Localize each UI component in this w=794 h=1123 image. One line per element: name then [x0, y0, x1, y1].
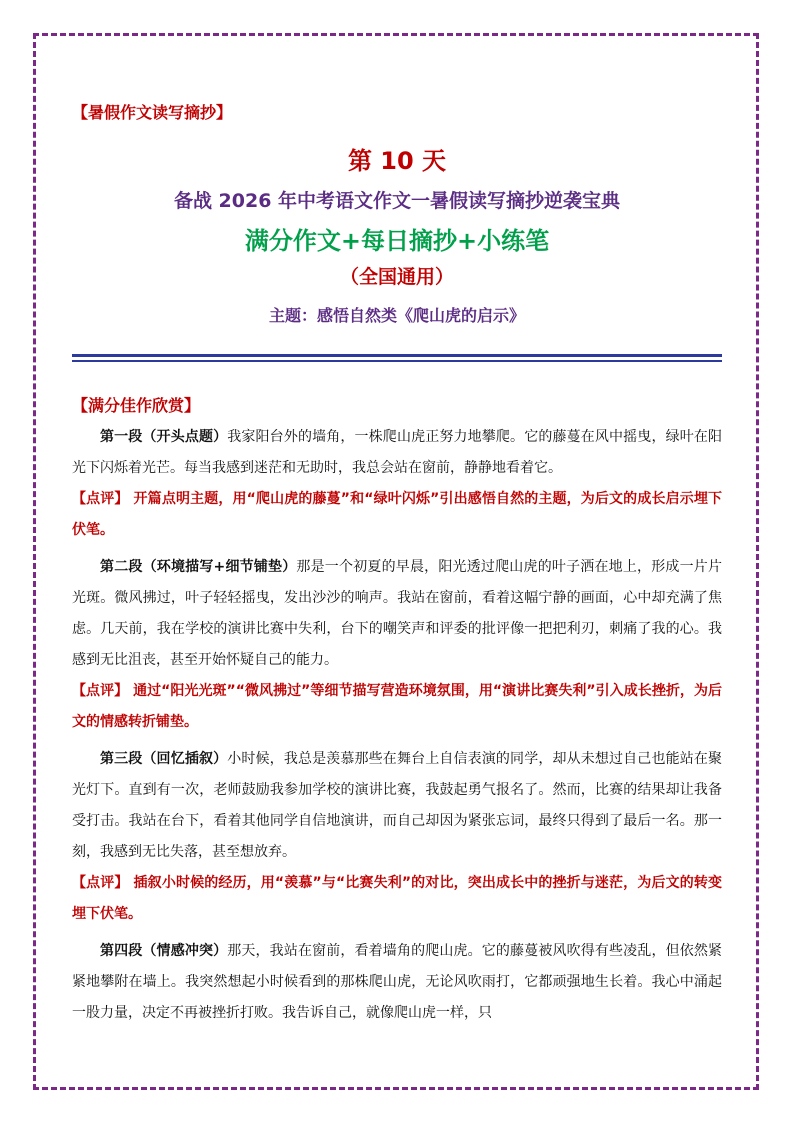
paragraph-label: 第三段（回忆插叙） [100, 751, 228, 767]
paragraph-1 [72, 422, 722, 484]
paragraph-text: 我家阳台外的墙角，一株爬山虎正努力地攀爬。它的藤蔓在风中摇曳，绿叶在阳光下闪烁着光芒。每当我感到迷茫和无助时，我总会站在窗前，静静地看着它。 [72, 429, 723, 476]
paragraph-3 [72, 744, 722, 868]
day-title: 第 10 天 [347, 147, 447, 175]
document-subtitle: 备战 2026 年中考语文作文一暑假读写摘抄逆袭宝典 [173, 190, 621, 212]
paragraph-text: 那是一个初夏的早晨，阳光透过爬山虎的叶子洒在地上，形成一片片光斑。微风拂过，叶子轻轻摇曳，发出沙沙的响声。我站在窗前，看着这幅宁静的画面，心中却充满了焦虑。几天前，我在学校的演讲比赛中失利，台下的嘲笑声和评委的批评像一把把利刃，刺痛了我的心。我感到无比沮丧，甚至开始怀疑自己的能力。 [72, 559, 722, 668]
paragraph-label: 第一段（开头点题） [100, 429, 228, 445]
feature-title: 满分作文+每日摘抄+小练笔 [244, 227, 550, 255]
paragraph-text: 那天，我站在窗前，看着墙角的爬山虎。它的藤蔓被风吹得有些凌乱，但依然紧紧地攀附在墙上。我突然想起小时候看到的那株爬山虎，无论风吹雨打，它都顽强地生长着。我心中涌起一股力量，决定不再被挫折打败。我告诉自己，就像爬山虎一样，只 [72, 943, 723, 1021]
paragraph-4 [72, 936, 722, 1029]
paragraph-label: 第二段（环境描写+细节铺垫） [100, 559, 297, 575]
comment-2: 【点评】 通过“阳光光斑”“微风拂过”等细节描写营造环境氛围，用“演讲比赛失利”引入成长挫折，为后文的情感转折铺垫。 [72, 683, 722, 730]
double-divider [72, 354, 722, 363]
scope-label: （全国通用） [339, 266, 454, 288]
theme-line: 主题：感悟自然类《爬山虎的启示》 [268, 306, 525, 325]
paragraph-text: 小时候，我总是羡慕那些在舞台上自信表演的同学，却从未想过自己也能站在聚光灯下。直到有一次，老师鼓励我参加学校的演讲比赛，我鼓起勇气报名了。然而，比赛的结果却让我备受打击。我站在台下，看着其他同学自信地演讲，而自己却因为紧张忘词，最终只得到了最后一名。那一刻，我感到无比失落，甚至想放弃。 [72, 751, 723, 860]
series-tag: 【暑假作文读写摘抄】 [72, 103, 233, 122]
comment-3: 【点评】 插叙小时候的经历，用“羡慕”与“比赛失利”的对比，突出成长中的挫折与迷茫，为后文的转变埋下伏笔。 [72, 875, 722, 922]
comment-1: 【点评】 开篇点明主题，用“爬山虎的藤蔓”和“绿叶闪烁”引出感悟自然的主题，为后文的成长启示埋下伏笔。 [72, 491, 722, 538]
document-body [72, 100, 722, 1029]
paragraph-2 [72, 552, 722, 676]
section-heading: 【满分佳作欣赏】 [72, 396, 201, 415]
paragraph-label: 第四段（情感冲突） [100, 943, 228, 959]
